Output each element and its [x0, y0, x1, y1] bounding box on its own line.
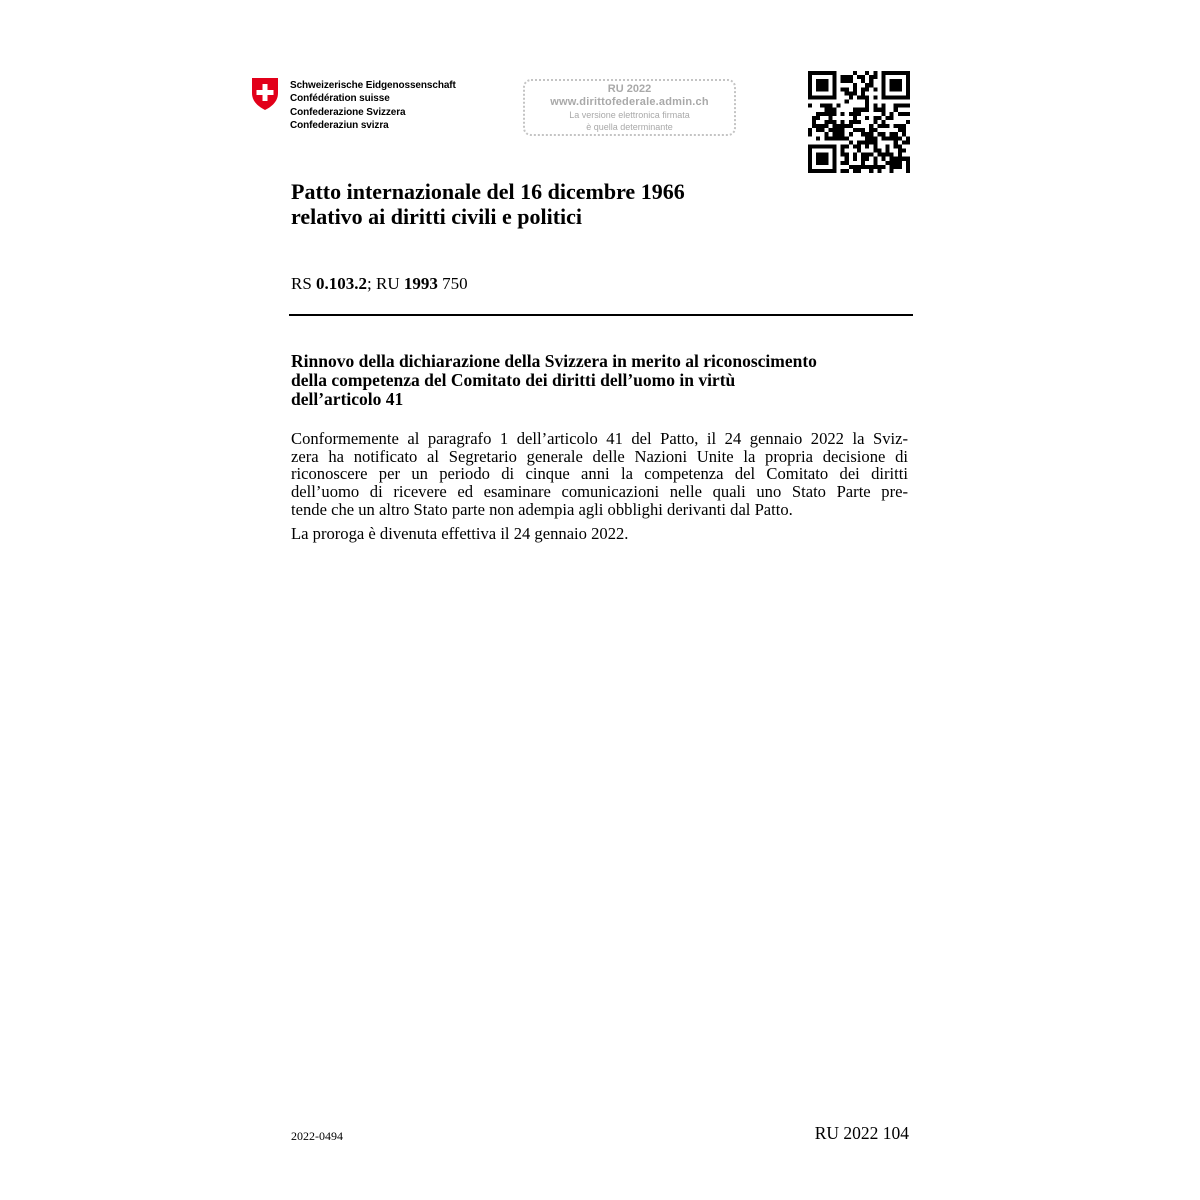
confederation-name-de: Schweizerische Eidgenossenschaft	[290, 80, 456, 91]
document-title	[291, 180, 911, 229]
stamp-ru-label: RU 2022	[607, 83, 652, 95]
qr-code-icon	[808, 71, 910, 173]
ru-year: 1993	[403, 274, 438, 293]
rs-number: 0.103.2	[316, 274, 368, 293]
stamp-website: www.dirittofederale.admin.ch	[550, 96, 709, 108]
confederation-names	[290, 79, 456, 132]
section-heading	[291, 352, 911, 409]
swiss-cross-shield-icon	[251, 77, 279, 111]
paragraph-line: riconoscere per un periodo di cinque anni la competenza del Comitato dei diritti	[291, 464, 908, 484]
reference-line	[291, 274, 468, 294]
title-line: Patto internazionale del 16 dicembre 1966	[291, 179, 685, 204]
stamp-note-line2: è quella determinante	[586, 122, 673, 132]
confederation-name-fr: Confédération suisse	[290, 93, 390, 105]
official-stamp	[523, 79, 736, 136]
ru-separator: ; RU	[367, 274, 404, 293]
confederation-name-rm: Confederaziun svizra	[290, 119, 389, 131]
stamp-note-line1: La versione elettronica firmata	[569, 110, 690, 120]
paragraph-line: Conformemente al paragrafo 1 dell’articolo 41 del Patto, il 24 gennaio 2022 la Sviz-	[291, 429, 908, 448]
title-line: relativo ai diritti civili e politici	[291, 203, 583, 229]
paragraph-line: tende che un altro Stato parte non adempia agli obblighi derivanti dal Patto.	[291, 499, 793, 519]
paragraph-effective-date: La proroga è divenuta effettiva il 24 gennaio 2022.	[291, 523, 629, 543]
confederation-name-it: Confederazione Svizzera	[290, 106, 406, 118]
body-text	[291, 430, 908, 542]
paragraph-line: zera ha notificato al Segretario generale delle Nazioni Unite la propria decisione di	[291, 446, 908, 466]
rs-prefix: RS	[291, 274, 317, 293]
ru-page: 750	[437, 274, 468, 293]
paragraph-line: dell’uomo di ricevere ed esaminare comunicazioni nelle quali uno Stato Parte pre-	[291, 482, 908, 502]
horizontal-rule	[289, 314, 913, 316]
heading-line: dell’articolo 41	[291, 389, 404, 409]
heading-line: Rinnovo della dichiarazione della Svizzera in merito al riconoscimento	[291, 351, 817, 371]
footer-doc-number: 2022-0494	[291, 1129, 343, 1143]
footer-publication-ref: RU 2022 104	[814, 1123, 909, 1143]
heading-line: della competenza del Comitato dei diritti dell’uomo in virtù	[291, 370, 736, 390]
